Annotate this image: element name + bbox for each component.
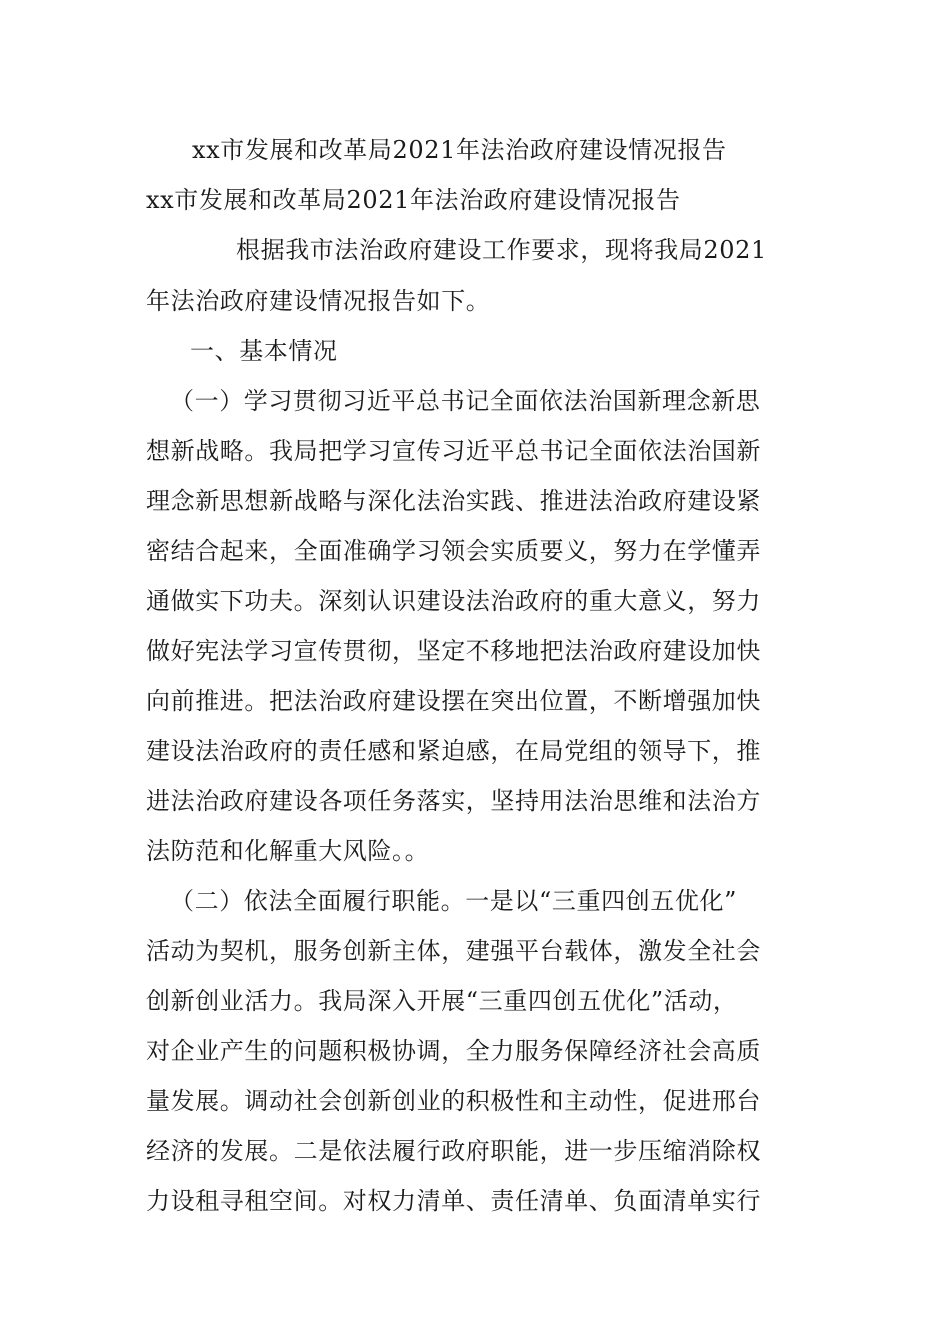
- paragraph-line: 建设法治政府的责任感和紧迫感，在局党组的领导下，推: [146, 737, 761, 765]
- intro-line: 年法治政府建设情况报告如下。: [146, 287, 491, 315]
- paragraph-line: 对企业产生的问题积极协调，全力服务保障经济社会高质: [146, 1037, 761, 1065]
- paragraph-line: 进法治政府建设各项任务落实，坚持用法治思维和法治方: [146, 787, 761, 815]
- paragraph-line: （一）学习贯彻习近平总书记全面依法治国新理念新思: [170, 387, 761, 415]
- document-subtitle: xx市发展和改革局2021年法治政府建设情况报告: [146, 186, 681, 214]
- paragraph-line: 活动为契机，服务创新主体，建强平台载体，激发全社会: [146, 937, 761, 965]
- document-title: xx市发展和改革局2021年法治政府建设情况报告: [192, 136, 727, 164]
- paragraph-line: 想新战略。我局把学习宣传习近平总书记全面依法治国新: [146, 437, 761, 465]
- paragraph-line: 向前推进。把法治政府建设摆在突出位置，不断增强加快: [146, 687, 761, 715]
- paragraph-line: 法防范和化解重大风险。。: [146, 837, 430, 865]
- paragraph-line: 理念新思想新战略与深化法治实践、推进法治政府建设紧: [146, 487, 761, 515]
- paragraph-line: 通做实下功夫。深刻认识建设法治政府的重大意义，努力: [146, 587, 761, 615]
- section-heading: 一、基本情况: [190, 337, 338, 365]
- paragraph-line: 量发展。调动社会创新创业的积极性和主动性，促进邢台: [146, 1087, 761, 1115]
- intro-line: 根据我市法治政府建设工作要求，现将我局2021: [236, 236, 767, 264]
- paragraph-line: 力设租寻租空间。对权力清单、责任清单、负面清单实行: [146, 1187, 761, 1215]
- paragraph-line: 经济的发展。二是依法履行政府职能，进一步压缩消除权: [146, 1137, 761, 1165]
- paragraph-line: 做好宪法学习宣传贯彻，坚定不移地把法治政府建设加快: [146, 637, 761, 665]
- paragraph-line: （二）依法全面履行职能。一是以“三重四创五优化”: [170, 887, 737, 915]
- paragraph-line: 创新创业活力。我局深入开展“三重四创五优化”活动，: [146, 987, 738, 1015]
- paragraph-line: 密结合起来，全面准确学习领会实质要义，努力在学懂弄: [146, 537, 761, 565]
